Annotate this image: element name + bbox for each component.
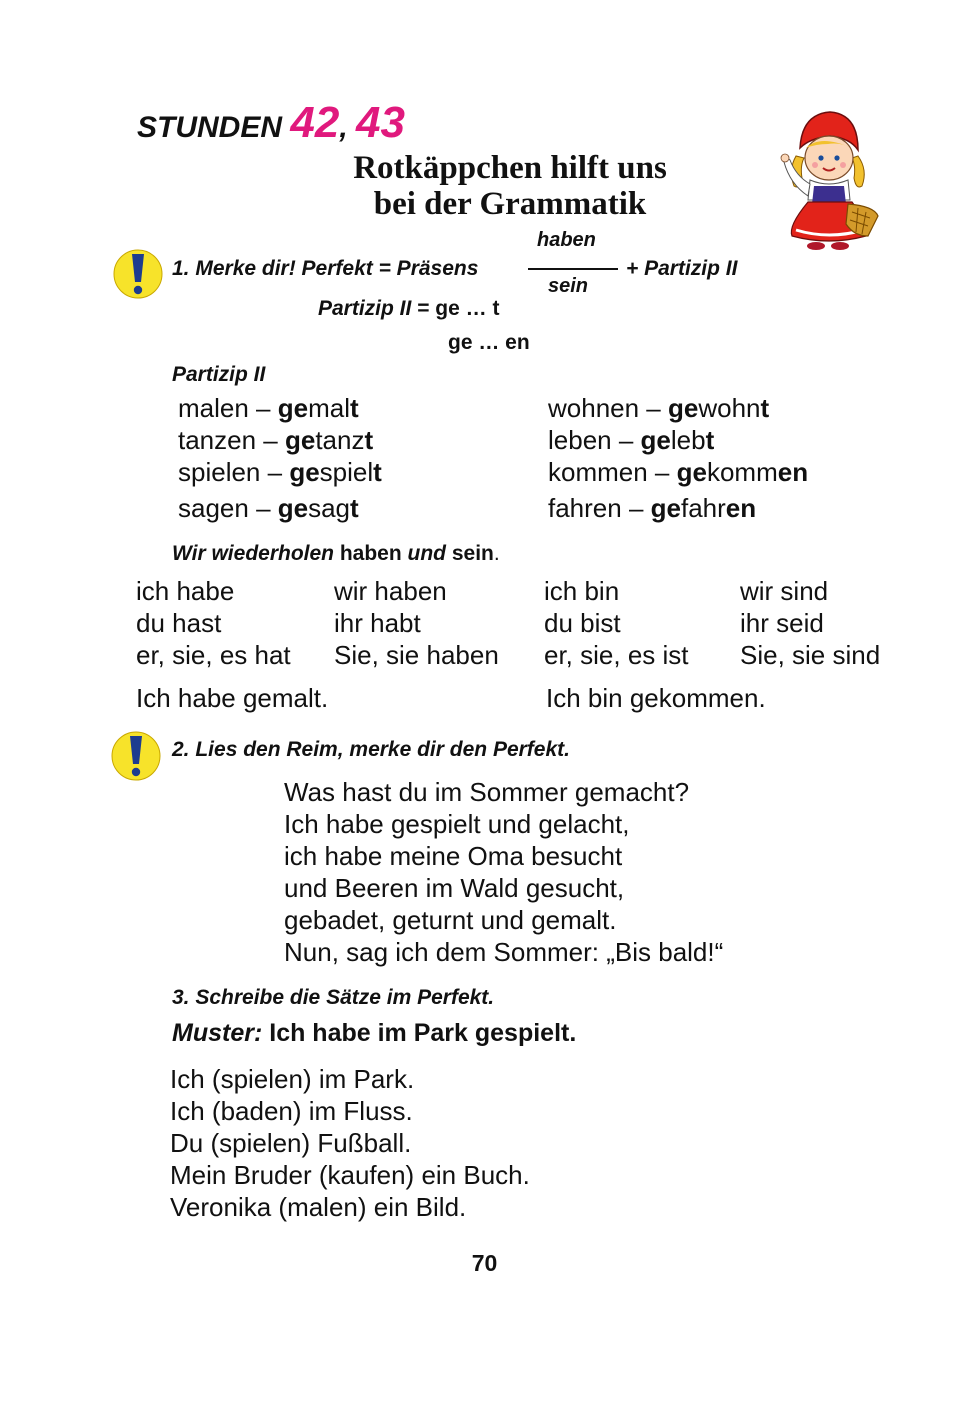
fraction-bottom-sein: sein [548,275,589,297]
conj-col-3: ich bin du bist er, sie, es ist [544,576,689,670]
page-title-line-2: bei der Grammatik [373,186,647,222]
fraction-top-haben: haben [537,229,596,251]
verb-row: sagen – gesagt [178,493,359,523]
sentence: Ich (spielen) im Park. [170,1064,415,1094]
verb-row: tanzen – getanzt [178,425,374,455]
rhyme-line: und Beeren im Wald gesucht, [284,873,625,903]
lesson-word: STUNDEN [137,111,283,144]
exercise-3-label: 3. Schreibe die Sätze im Perfekt. [172,986,495,1009]
exercise-3-sentences [170,1063,530,1223]
rhyme-line: Nun, sag ich dem Sommer: „Bis bald!“ [284,937,724,967]
rhyme [284,776,723,968]
rhyme-line: ich habe meine Oma besucht [284,841,623,871]
example-left: Ich habe gemalt. [136,683,329,713]
rhyme-line: Was hast du im Sommer gemacht? [284,777,690,807]
review-heading: Wir wiederholen haben und sein. [172,542,500,565]
fraction-line [528,268,618,270]
muster-label: Muster: [172,1019,263,1047]
sentence: Du (spielen) Fußball. [170,1128,412,1158]
muster-text: Ich habe im Park gespielt. [262,1019,577,1047]
verbs-left-column [178,392,382,524]
verb-row: kommen – gekommen [548,457,809,487]
rule-equation: = ge … t [417,297,500,320]
lesson-comma: , [339,111,348,144]
rule-label: Partizip II [318,297,412,320]
verbs-right-column [548,392,808,524]
page-title-line-1: Rotkäppchen hilft uns [353,150,667,186]
page-number: 70 [471,1250,498,1276]
verb-row: leben – gelebt [548,425,715,455]
lesson-number-1: 42 [290,98,340,147]
rhyme-line: gebadet, geturnt und gemalt. [284,905,617,935]
conj-col-4: wir sind ihr seid Sie, sie sind [740,576,881,670]
attention-exclamation-icon [110,730,162,782]
lesson-heading [137,98,405,148]
verb-row: wohnen – gewohnt [548,393,770,423]
rule-alternative: ge … en [448,331,530,354]
muster-example [172,1019,576,1048]
formula-suffix: + Partizip II [626,257,738,280]
attention-exclamation-icon [112,248,164,300]
conj-col-1: ich habe du hast er, sie, es hat [136,576,291,670]
example-right: Ich bin gekommen. [546,683,766,713]
little-red-riding-hood-illustration [770,108,880,254]
verb-row: malen – gemalt [178,393,359,423]
verb-row: spielen – gespielt [178,457,382,487]
exercise-1-label: 1. Merke dir! Perfekt = Präsens [172,257,479,280]
exercise-2-label: 2. Lies den Reim, merke dir den Perfekt. [172,738,570,761]
rule-partizip [318,297,499,321]
lesson-number-2: 43 [356,98,405,147]
rhyme-line: Ich habe gespielt und gelacht, [284,809,630,839]
partizip-subheading: Partizip II [172,363,266,386]
verb-row: fahren – gefahren [548,493,757,523]
sentence: Ich (baden) im Fluss. [170,1096,413,1126]
conj-col-2: wir haben ihr habt Sie, sie haben [334,576,499,670]
sentence: Veronika (malen) ein Bild. [170,1192,467,1222]
sentence: Mein Bruder (kaufen) ein Buch. [170,1160,530,1190]
